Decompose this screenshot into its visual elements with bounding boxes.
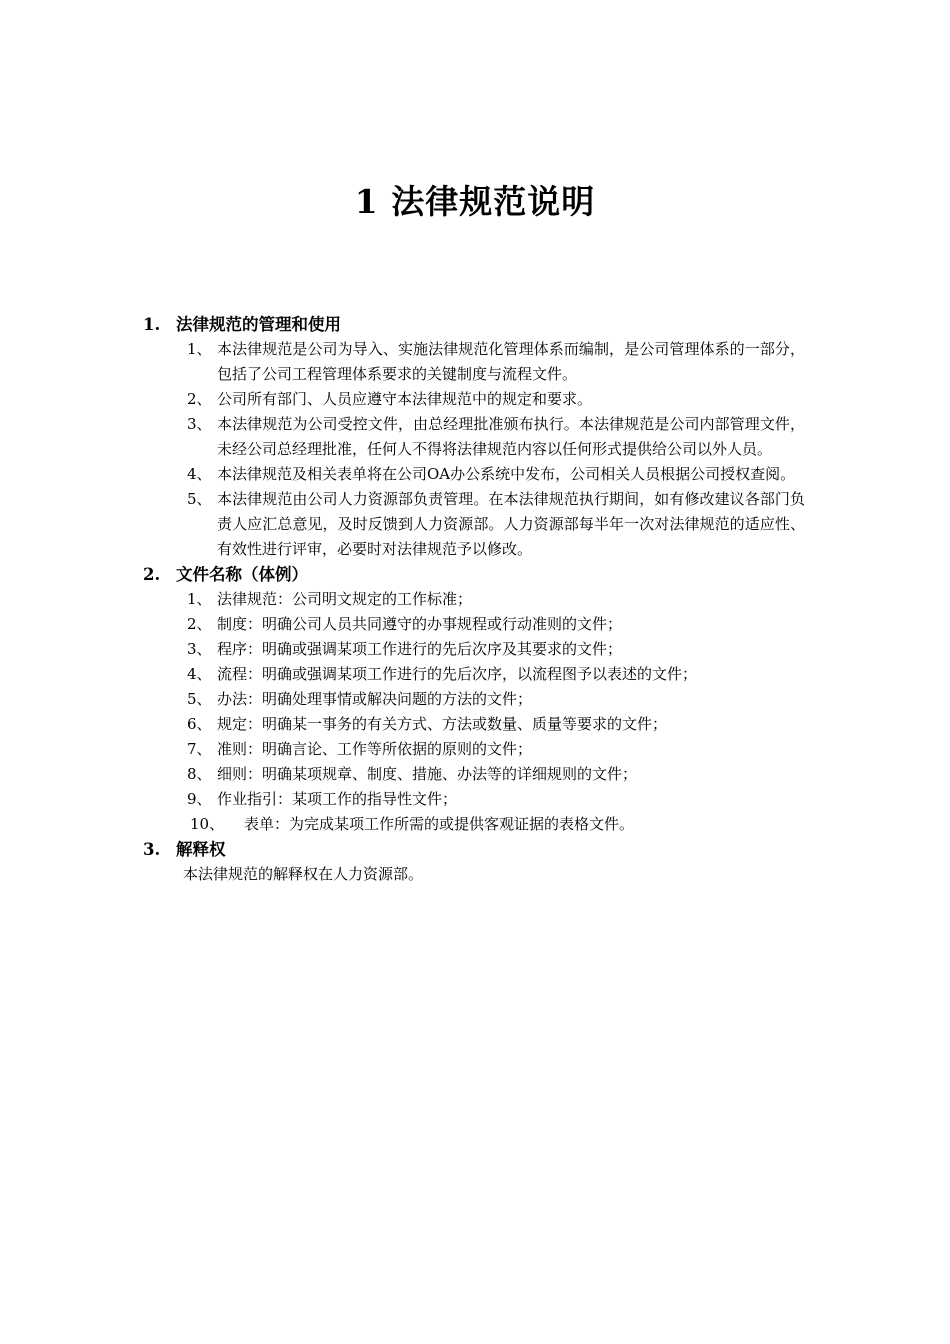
item-number: 4、: [187, 465, 212, 483]
list-item: [143, 687, 823, 712]
item-text: 办法：明确处理事情或解决问题的方法的文件；: [217, 690, 533, 708]
section-number: 1.: [143, 315, 161, 334]
item-text: 本法律规范为公司受控文件，由总经理批准颁布执行。本法律规范是公司内部管理文件，未经公司总经理批准，任何人不得将法律规范内容以任何形式提供给公司以外人员。: [217, 415, 805, 458]
list-item: [143, 787, 823, 812]
item-number: 9、: [187, 790, 212, 808]
list-item: [143, 487, 823, 562]
section-heading: [143, 562, 823, 587]
item-number: 10、: [190, 815, 225, 833]
item-number: 2、: [187, 390, 212, 408]
item-text: 流程：明确或强调某项工作进行的先后次序，以流程图予以表述的文件；: [217, 665, 698, 683]
item-number: 6、: [187, 715, 212, 733]
list-item: [143, 812, 823, 837]
item-text: 制度：明确公司人员共同遵守的办事规程或行动准则的文件；: [217, 615, 623, 633]
item-text: 本法律规范及相关表单将在公司OA办公系统中发布，公司相关人员根据公司授权查阅。: [217, 465, 796, 483]
list-item: [143, 737, 823, 762]
item-text: 本法律规范是公司为导入、实施法律规范化管理体系而编制，是公司管理体系的一部分，包括了公司工程管理体系要求的关键制度与流程文件。: [217, 340, 805, 383]
list-item: [143, 412, 823, 462]
item-text: 表单：为完成某项工作所需的或提供客观证据的表格文件。: [244, 815, 635, 833]
section-number: 2.: [143, 565, 161, 584]
document-body: [143, 312, 823, 887]
section-heading: [143, 312, 823, 337]
item-number: 4、: [187, 665, 212, 683]
section-title: 文件名称（体例）: [176, 565, 308, 584]
item-text: 公司所有部门、人员应遵守本法律规范中的规定和要求。: [217, 390, 593, 408]
item-text: 法律规范：公司明文规定的工作标准；: [217, 590, 473, 608]
section-title: 法律规范的管理和使用: [176, 315, 341, 334]
item-number: 2、: [187, 615, 212, 633]
item-text: 细则：明确某项规章、制度、措施、办法等的详细规则的文件；: [217, 765, 638, 783]
item-text: 规定：明确某一事务的有关方式、方法或数量、质量等要求的文件；: [217, 715, 668, 733]
list-item: [143, 612, 823, 637]
list-item: [143, 587, 823, 612]
item-number: 1、: [187, 590, 212, 608]
item-number: 7、: [187, 740, 212, 758]
item-number: 3、: [187, 640, 212, 658]
section-title: 解释权: [176, 840, 226, 859]
section-number: 3.: [143, 840, 161, 859]
page-title: 1 法律规范说明: [354, 182, 596, 221]
list-item: [143, 387, 823, 412]
list-item: [143, 662, 823, 687]
list-item: [143, 712, 823, 737]
item-number: 8、: [187, 765, 212, 783]
list-item: [143, 337, 823, 387]
section-heading: [143, 837, 823, 862]
section-body: 本法律规范的解释权在人力资源部。: [183, 865, 424, 883]
item-text: 程序：明确或强调某项工作进行的先后次序及其要求的文件；: [217, 640, 623, 658]
list-item: [143, 637, 823, 662]
list-item: [143, 462, 823, 487]
item-text: 准则：明确言论、工作等所依据的原则的文件；: [217, 740, 533, 758]
item-text: 本法律规范由公司人力资源部负责管理。在本法律规范执行期间，如有修改建议各部门负责人应汇总意见，及时反馈到人力资源部。人力资源部每半年一次对法律规范的适应性、有效性进行评审，必要时对法律规范予以修改。: [217, 490, 805, 558]
item-number: 1、: [187, 340, 212, 358]
item-number: 5、: [187, 490, 212, 508]
item-text: 作业指引：某项工作的指导性文件；: [217, 790, 458, 808]
item-number: 5、: [187, 690, 212, 708]
list-item: [143, 762, 823, 787]
item-number: 3、: [187, 415, 212, 433]
